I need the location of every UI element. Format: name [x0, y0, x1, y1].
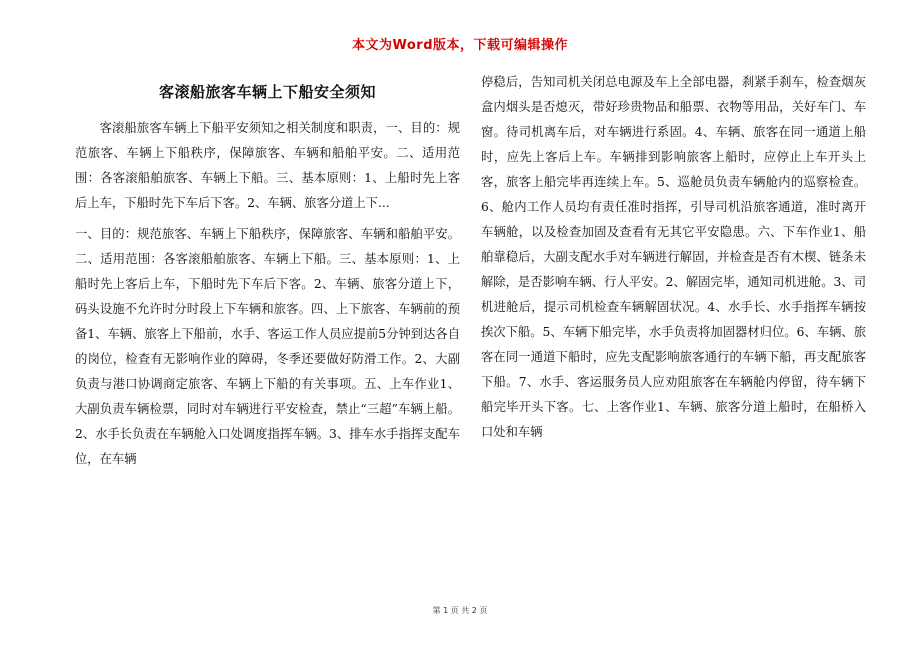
summary-paragraph: 客滚船旅客车辆上下船平安须知之相关制度和职责，一、目的：规范旅客、车辆上下船秩序，保障旅客、车辆和船舶平安。二、适用范围：各客滚船舶旅客、车辆上下船。三、基本原则：1、上船时先上客后上车，下船时先下车后下客。2、车辆、旅客分道上下...: [75, 121, 460, 210]
download-notice: 本文为Word版本，下载可编辑操作: [351, 38, 569, 53]
right-column: [481, 70, 866, 451]
page-number: 第 1 页 共 2 页: [432, 606, 488, 615]
body-paragraph-continued: 停稳后，告知司机关闭总电源及车上全部电器，刹紧手刹车，检查烟灰盒内烟头是否熄灭，带好珍贵物品和船票、衣物等用品，关好车门、车窗。待司机离车后，对车辆进行系固。4、车辆、旅客在同一通道上船时，应先上客后上车。车辆排到影响旅客上船时，应停止上车开头上客，旅客上船完毕再连续上车。5、巡舱员负责车辆舱内的巡察检查。6、舱内工作人员均有责任准时指挥，引导司机沿旅客通道，准时离开车辆舱，以及检查加固及查看有无其它平安隐患。六、下车作业1、船舶靠稳后，大副支配水手对车辆进行解固，并检查是否有木楔、链条未解除，是否影响车辆、行人平安。2、解固完毕，通知司机进舱。3、司机进舱后，提示司机检查车辆解固状况。4、水手长、水手指挥车辆按挨次下船。5、车辆下船完毕，水手负责将加固器材归位。6、车辆、旅客在同一通道下船时，应先支配影响旅客通行的车辆下船，再支配旅客下船。7、水手、客运服务员人应劝阻旅客在车辆舱内停留，待车辆下船完毕开头下客。七、上客作业1、车辆、旅客分道上船时，在船桥入口处和车辆: [481, 75, 866, 439]
left-column: [75, 70, 460, 478]
body-paragraph: 一、目的：规范旅客、车辆上下船秩序，保障旅客、车辆和船舶平安。二、适用范围：各客滚船舶旅客、车辆上下船。三、基本原则：1、上船时先上客后上车，下船时先下车后下客。2、车辆、旅客分道上下，码头设施不允许时分时段上下车辆和旅客。四、上下旅客、车辆前的预备1、车辆、旅客上下船前，水手、客运工作人员应提前5分钟到达各自的岗位，检查有无影响作业的障碍，冬季还要做好防滑工作。2、大副负责与港口协调商定旅客、车辆上下船的有关事项。五、上车作业1、大副负责车辆检票，同时对车辆进行平安检查，禁止“三超”车辆上船。2、水手长负责在车辆舱入口处调度指挥车辆。3、排车水手指挥支配车位，在车辆: [75, 227, 460, 466]
document-title: 客滚船旅客车辆上下船安全须知: [158, 83, 376, 101]
